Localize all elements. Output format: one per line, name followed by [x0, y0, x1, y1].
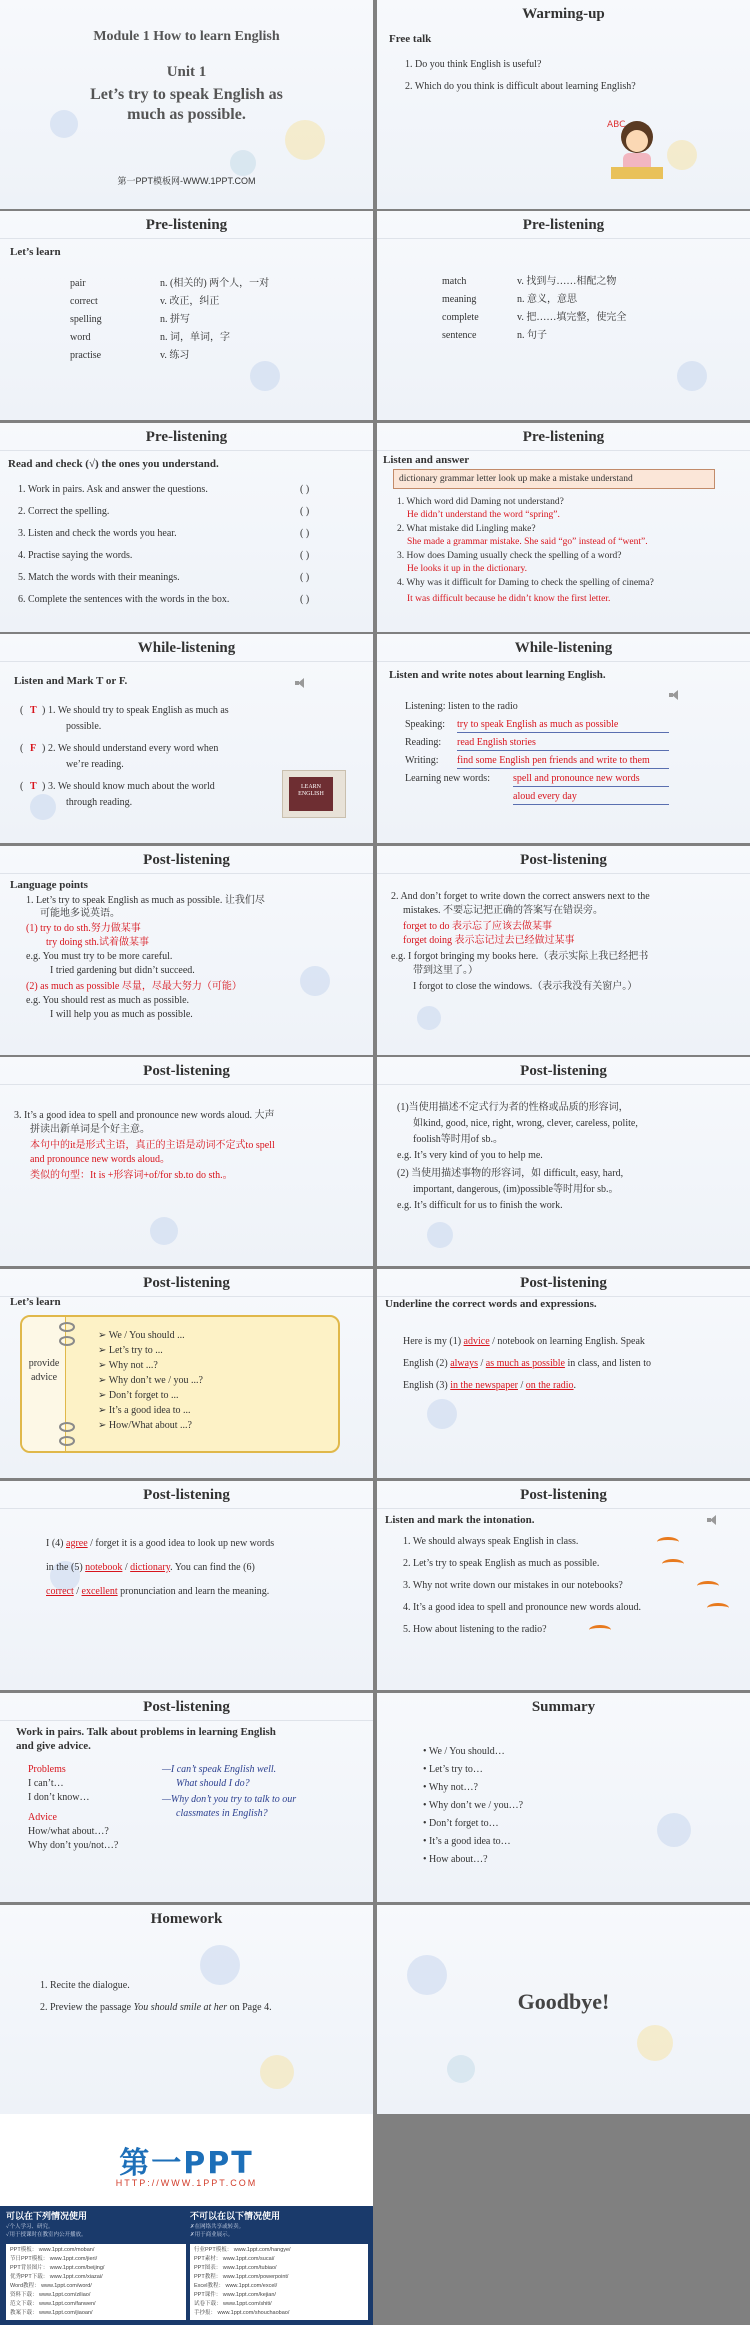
links-left: [6, 2244, 186, 2320]
word-term: sentence: [442, 330, 477, 341]
text: English (2): [403, 1358, 448, 1369]
statement-cont: we’re reading.: [66, 759, 124, 770]
point-line: important, dangerous, (im)possible等时用for sb.。: [413, 1184, 619, 1195]
slide-heading: Post-listening: [377, 1481, 750, 1509]
point-line: mistakes. 不要忘记把正确的答案写在错误旁。: [403, 905, 603, 916]
advice-item: ➢ Don’t forget to ...: [98, 1390, 179, 1401]
answer-choice[interactable]: correct: [46, 1586, 74, 1597]
tf-answer[interactable]: F: [30, 743, 37, 754]
slide-heading: Pre-listening: [0, 211, 373, 239]
link-row[interactable]: PPT课件： www.1ppt.com/kejian/: [194, 2292, 276, 2298]
falling-intonation-icon: [662, 1559, 684, 1569]
point-line: 可能地多说英语。: [40, 908, 120, 919]
summary-item: • Let’s try to…: [423, 1764, 483, 1775]
advice-label: provide advice: [28, 1358, 60, 1383]
answer: It was difficult because he didn’t know the first letter.: [407, 594, 611, 604]
text: I (4): [46, 1538, 64, 1549]
text: pronunciation and learn the meaning.: [117, 1586, 270, 1597]
dialogue-line: —Why don’t you try to talk to our: [162, 1794, 297, 1805]
problem-pattern: I can’t…: [28, 1778, 64, 1789]
point-highlight: (1) try to do sth.努力做某事: [26, 923, 141, 934]
link-row[interactable]: PPT模板： www.1ppt.com/moban/: [10, 2247, 95, 2253]
slide-language-points-2: [377, 846, 750, 1055]
point-highlight: forget doing 表示忘记过去已经做过某事: [403, 935, 575, 946]
point-line: (1)当使用描述不定式行为者的性格或品质的形容词，: [397, 1102, 629, 1113]
slide-summary: [377, 1693, 750, 1902]
text: /: [478, 1358, 486, 1369]
passage-line: [46, 1585, 269, 1599]
slide-listen-and-answer: [377, 423, 750, 632]
example: I will help you as much as possible.: [50, 1009, 193, 1020]
passage-line: [403, 1379, 576, 1393]
word-definition: n. 拼写: [160, 314, 190, 325]
link-row[interactable]: 节日PPT模板： www.1ppt.com/jieri/: [10, 2256, 98, 2262]
site-caption: 第一PPT模板网-WWW.1PPT.COM: [117, 176, 256, 186]
rising-intonation-icon: [697, 1581, 719, 1591]
goodbye-title: Goodbye!: [517, 1989, 610, 2014]
passage-line: [46, 1561, 255, 1575]
text: /: [73, 1586, 82, 1597]
module-title: Module 1 How to learn English: [93, 29, 280, 44]
text: in the (5): [46, 1562, 83, 1573]
answer-blank[interactable]: ( ): [300, 550, 310, 561]
spiral-binding-icon: [56, 1319, 78, 1449]
subheading: Free talk: [389, 33, 432, 45]
point-highlight: 本句中的it是形式主语，真正的主语是动词不定式to spell: [30, 1140, 275, 1151]
note-value: find some English pen friends and write to them: [457, 754, 669, 769]
question: 2. What mistake did Lingling make?: [397, 524, 536, 534]
check-item: 5. Match the words with their meanings.: [18, 572, 180, 583]
point-highlight: forget to do 表示忘了应该去做某事: [403, 921, 552, 932]
slide-homework: [0, 1905, 373, 2114]
slide-mark-t-or-f: [0, 634, 373, 843]
text: Here is my (1): [403, 1336, 462, 1347]
speaker-icon[interactable]: [707, 1515, 719, 1525]
point-line: 如kind, good, nice, right, wrong, clever, careless, polite,: [413, 1118, 638, 1129]
statement-cont: possible.: [66, 721, 102, 732]
slide-read-and-check: [0, 423, 373, 632]
slide-write-notes: [377, 634, 750, 843]
subheading: Listen and answer: [383, 454, 470, 466]
passage-line: [403, 1335, 645, 1349]
answer-choice[interactable]: agree: [66, 1538, 88, 1549]
slide-heading: Post-listening: [0, 1481, 373, 1509]
check-item: 4. Practise saying the words.: [18, 550, 133, 561]
summary-item: • Why not…?: [423, 1782, 478, 1793]
text: in class, and listen to: [564, 1358, 652, 1369]
problem-pattern: I don’t know…: [28, 1792, 90, 1803]
word-term: complete: [442, 312, 479, 323]
note-key: Writing:: [405, 755, 439, 766]
slide-underline-1: [377, 1269, 750, 1478]
slide-heading: Homework: [150, 1911, 223, 1927]
example: e.g. You must try to be more careful.: [26, 951, 173, 962]
speaker-icon[interactable]: [669, 690, 681, 700]
subheading: Language points: [10, 879, 88, 891]
subheading: Let’s learn: [10, 246, 61, 258]
slide-pre-listening-vocab-1: [0, 211, 373, 420]
advice-pattern: Why don’t you/not…?: [28, 1840, 119, 1851]
advice-item: ➢ Why not ...?: [98, 1360, 158, 1371]
slide-heading: Pre-listening: [377, 211, 750, 239]
point-line: (2) 当使用描述事物的形容词，如 difficult, easy, hard,: [397, 1168, 624, 1179]
intonation-item: 4. It’s a good idea to spell and pronounce new words aloud.: [403, 1602, 642, 1613]
note-value: read English stories: [457, 736, 669, 751]
unit-label: Unit 1: [166, 64, 207, 80]
passage-line: [403, 1357, 651, 1371]
paren-right: ): [42, 781, 46, 792]
example: e.g. I forgot bringing my books here.（表示实际上我已经把书: [391, 951, 649, 962]
svg-text:ABC: ABC: [607, 120, 626, 130]
summary-item: • We / You should…: [423, 1746, 505, 1757]
slide-intonation: [377, 1481, 750, 1690]
note-value-cont: aloud every day: [513, 790, 669, 805]
allowed-heading: 可以在下列情况使用: [6, 2211, 88, 2221]
word-definition: v. 改正，纠正: [160, 296, 220, 307]
summary-item: • How about…?: [423, 1854, 488, 1865]
example: I tried gardening but didn’t succeed.: [50, 965, 195, 976]
slide-heading: Warming-up: [522, 6, 605, 22]
example: e.g. It’s very kind of you to help me.: [397, 1150, 543, 1161]
subheading: Read and check (√) the ones you understand.: [8, 458, 219, 470]
links-right: [190, 2244, 368, 2320]
point-line: 拼读出新单词是个好主意。: [30, 1124, 150, 1135]
tf-answer[interactable]: T: [30, 781, 37, 792]
answer-blank[interactable]: ( ): [300, 528, 310, 539]
passage-title: You should smile at her: [133, 2002, 228, 2013]
word-term: correct: [70, 296, 98, 307]
text: on Page 4.: [227, 2002, 272, 2013]
book-image: [282, 770, 346, 818]
summary-item: • It’s a good idea to…: [423, 1836, 511, 1847]
summary-item: • Don’t forget to…: [423, 1818, 499, 1829]
slide-heading: Post-listening: [377, 1269, 750, 1297]
point-highlight: try doing sth.试着做某事: [46, 937, 150, 948]
link-row[interactable]: 试卷下载： www.1ppt.com/shiti/: [194, 2301, 272, 2307]
passage-line: [46, 1537, 274, 1551]
word-term: practise: [70, 350, 102, 361]
statement-cont: through reading.: [66, 797, 133, 808]
slide-pre-listening-vocab-2: [377, 211, 750, 420]
word-box-text: dictionary grammar letter look up make a mistake understand: [399, 474, 633, 484]
word-definition: n. (相关的) 两个人，一对: [160, 278, 270, 289]
subheading: Listen and write notes about learning English.: [389, 669, 606, 681]
tf-answer[interactable]: T: [30, 705, 37, 716]
dialogue-line: classmates in English?: [176, 1808, 268, 1819]
answer-blank[interactable]: ( ): [300, 506, 310, 517]
word-definition: v. 找到与……相配之物: [517, 276, 617, 287]
example: e.g. You should rest as much as possible.: [26, 995, 190, 1006]
note-value: spell and pronounce new words: [513, 772, 669, 787]
question-2: 2. Which do you think is difficult about learning English?: [405, 81, 636, 92]
paren-right: ): [42, 705, 46, 716]
text: .: [573, 1380, 577, 1391]
slide-heading: Post-listening: [0, 1693, 373, 1721]
slide-heading: Post-listening: [0, 1057, 373, 1085]
slide-title: [0, 0, 373, 209]
slide-lets-learn-advice: [0, 1269, 373, 1478]
check-item: 3. Listen and check the words you hear.: [18, 528, 177, 539]
answer: He didn’t understand the word “spring”.: [407, 510, 560, 520]
advice-item: ➢ Why don’t we / you ...?: [98, 1375, 203, 1386]
intonation-item: 1. We should always speak English in class.: [403, 1536, 579, 1547]
subheading: Let’s learn: [10, 1296, 61, 1308]
forbidden-heading: 不可以在以下情况使用: [190, 2211, 281, 2221]
lesson-title-line2: much as possible.: [127, 106, 246, 123]
answer-choice[interactable]: in the newspaper: [450, 1380, 518, 1391]
intonation-item: 5. How about listening to the radio?: [403, 1624, 547, 1635]
text: English (3): [403, 1380, 448, 1391]
speaker-icon[interactable]: [295, 678, 307, 688]
link-row[interactable]: 手抄报： www.1ppt.com/shouchaobao/: [194, 2310, 290, 2316]
question: 3. How does Daming usually check the spelling of a word?: [397, 551, 622, 561]
answer-blank[interactable]: ( ): [300, 484, 310, 495]
answer: She made a grammar mistake. She said “go” instead of “went”.: [407, 537, 648, 547]
paren-left: (: [20, 781, 24, 792]
subheading: Work in pairs. Talk about problems in learning English: [16, 1726, 276, 1738]
link-row[interactable]: PPT背景图片： www.1ppt.com/beijing/: [10, 2265, 105, 2271]
link-row[interactable]: 资料下载： www.1ppt.com/ziliao/: [10, 2292, 91, 2298]
subheading: Listen and mark the intonation.: [385, 1514, 535, 1526]
template-ad-panel: [0, 2114, 373, 2325]
girl-illustration-icon: [607, 115, 667, 185]
answer-choice[interactable]: always: [450, 1358, 478, 1369]
word-definition: v. 练习: [160, 350, 190, 361]
allowed-line: ✓个人学习、研究。: [6, 2224, 54, 2230]
word-definition: n. 句子: [517, 330, 547, 341]
answer-choice[interactable]: dictionary: [130, 1562, 171, 1573]
text: . You can find the (6): [170, 1562, 255, 1573]
statement: 2. We should understand every word when: [48, 743, 219, 754]
slide-goodbye: [377, 1905, 750, 2114]
note-key: Reading:: [405, 737, 442, 748]
text: / forget it is a good idea to look up new words: [87, 1538, 275, 1549]
slide-heading: Post-listening: [0, 846, 373, 874]
homework-item: 1. Recite the dialogue.: [40, 1980, 130, 1991]
link-row[interactable]: PPT素材： www.1ppt.com/sucai/: [194, 2256, 275, 2262]
link-row[interactable]: PPT图表： www.1ppt.com/tubiao/: [194, 2265, 277, 2271]
answer-choice[interactable]: on the radio: [525, 1380, 574, 1391]
homework-item: [40, 2001, 272, 2015]
check-item: 6. Complete the sentences with the words in the box.: [18, 594, 230, 605]
link-row[interactable]: Word教程： www.1ppt.com/word/: [10, 2283, 92, 2289]
question-1: 1. Do you think English is useful?: [405, 59, 542, 70]
forbidden-line: ✗在网络共享或转卖。: [190, 2224, 245, 2230]
point-line: foolish等时用of sb.。: [413, 1134, 503, 1145]
intonation-item: 3. Why not write down our mistakes in our notebooks?: [403, 1580, 623, 1591]
falling-intonation-icon: [707, 1603, 729, 1613]
link-row[interactable]: 优秀PPT下载： www.1ppt.com/xiazai/: [10, 2274, 103, 2280]
link-row[interactable]: PPT教程： www.1ppt.com/powerpoint/: [194, 2274, 289, 2280]
slide-underline-2: [0, 1481, 373, 1690]
question: 1. Which word did Daming not understand?: [397, 497, 564, 507]
word-definition: n. 意义，意思: [517, 294, 577, 305]
word-term: match: [442, 276, 467, 287]
allowed-line: ✓用于授课时在教室内公开播放。: [6, 2232, 87, 2238]
slide-heading: While-listening: [377, 634, 750, 662]
advice-pattern: How/what about…?: [28, 1826, 109, 1837]
summary-item: • Why don’t we / you…?: [423, 1800, 524, 1811]
link-row[interactable]: Excel教程： www.1ppt.com/excel/: [194, 2283, 278, 2289]
dialogue-line: —I can’t speak English well.: [162, 1764, 277, 1775]
slide-language-points-4: [377, 1057, 750, 1266]
slide-heading: Post-listening: [377, 846, 750, 874]
answer-blank[interactable]: ( ): [300, 572, 310, 583]
link-row[interactable]: 行业PPT模板： www.1ppt.com/hangye/: [194, 2247, 291, 2253]
intonation-item: 2. Let’s try to speak English as much as possible.: [403, 1558, 600, 1569]
word-definition: v. 把……填完整，使完全: [517, 312, 627, 323]
statement: 1. We should try to speak English as much as: [48, 705, 229, 716]
check-item: 1. Work in pairs. Ask and answer the questions.: [18, 484, 208, 495]
word-term: meaning: [442, 294, 477, 305]
example: 带到这里了。）: [413, 965, 478, 976]
falling-intonation-icon: [657, 1537, 679, 1547]
answer-choice[interactable]: advice: [463, 1336, 490, 1347]
note-key: Learning new words:: [405, 773, 490, 784]
ppt-url: HTTP://WWW.1PPT.COM: [115, 2178, 258, 2188]
advice-item: ➢ Let’s try to ...: [98, 1345, 163, 1356]
link-row[interactable]: 范文下载： www.1ppt.com/fanwen/: [10, 2301, 96, 2307]
ppt-logo: 第一PPT: [119, 2146, 254, 2181]
slide-pair-work: [0, 1693, 373, 1902]
word-term: spelling: [70, 314, 102, 325]
slide-heading: Pre-listening: [0, 423, 373, 451]
question: 4. Why was it difficult for Daming to check the spelling of cinema?: [397, 578, 654, 588]
forbidden-line: ✗用于商业展示。: [190, 2232, 234, 2238]
slide-language-points-3: [0, 1057, 373, 1266]
word-definition: n. 词，单词，字: [160, 332, 230, 343]
lesson-title-line1: Let’s try to speak English as: [90, 86, 283, 103]
paren-left: (: [20, 743, 24, 754]
text: /: [122, 1562, 131, 1573]
slide-language-points-1: [0, 846, 373, 1055]
text: 2. Preview the passage: [40, 2002, 134, 2013]
paren-right: ): [42, 743, 46, 754]
book-label: LEARN ENGLISH: [298, 784, 324, 797]
point-line: 1. Let’s try to speak English as much as possible. 让我们尽: [26, 895, 265, 906]
advice-item: ➢ We / You should ...: [98, 1330, 185, 1341]
note-value: try to speak English as much as possible: [457, 718, 669, 733]
point-line: 3. It’s a good idea to spell and pronounce new words aloud. 大声: [14, 1110, 275, 1121]
word-term: pair: [70, 278, 86, 289]
note-key: Speaking:: [405, 719, 445, 730]
subheading: Listen and Mark T or F.: [14, 675, 128, 687]
subheading: and give advice.: [16, 1740, 91, 1752]
check-item: 2. Correct the spelling.: [18, 506, 110, 517]
point-highlight: and pronounce new words aloud。: [30, 1154, 170, 1165]
note-row: Listening: listen to the radio: [405, 701, 518, 712]
answer-choice[interactable]: as much as possible: [485, 1358, 565, 1369]
subheading: Underline the correct words and expressions.: [385, 1298, 597, 1310]
slide-heading: Pre-listening: [377, 423, 750, 451]
statement: 3. We should know much about the world: [48, 781, 215, 792]
answer: He looks it up in the dictionary.: [407, 564, 527, 574]
slide-heading: Post-listening: [0, 1269, 373, 1297]
word-term: word: [70, 332, 91, 343]
text: / notebook on learning English. Speak: [489, 1336, 645, 1347]
slide-heading: Summary: [531, 1699, 596, 1715]
advice-heading: Advice: [28, 1812, 57, 1823]
answer-choice[interactable]: excellent: [81, 1586, 118, 1597]
point-highlight: 类似的句型：It is +形容词+of/for sb.to do sth.。: [30, 1170, 233, 1181]
paren-left: (: [20, 705, 24, 716]
dialogue-line: What should I do?: [176, 1778, 250, 1789]
text: /: [517, 1380, 526, 1391]
point-line: 2. And don’t forget to write down the correct answers next to the: [391, 891, 650, 902]
rising-intonation-icon: [589, 1625, 611, 1635]
example: I forgot to close the windows.（表示我没有关窗户。）: [413, 981, 638, 992]
answer-choice[interactable]: notebook: [85, 1562, 123, 1573]
slide-heading: While-listening: [0, 634, 373, 662]
problems-heading: Problems: [28, 1764, 66, 1775]
answer-blank[interactable]: ( ): [300, 594, 310, 605]
example: e.g. It’s difficult for us to finish the work.: [397, 1200, 563, 1211]
advice-item: ➢ How/What about ...?: [98, 1420, 192, 1431]
advice-item: ➢ It’s a good idea to ...: [98, 1405, 191, 1416]
slide-warming-up: [377, 0, 750, 209]
slide-heading: Post-listening: [377, 1057, 750, 1085]
point-highlight: (2) as much as possible 尽量，尽最大努力（可能）: [26, 981, 242, 992]
link-row[interactable]: 教案下载： www.1ppt.com/jiaoan/: [10, 2310, 93, 2316]
